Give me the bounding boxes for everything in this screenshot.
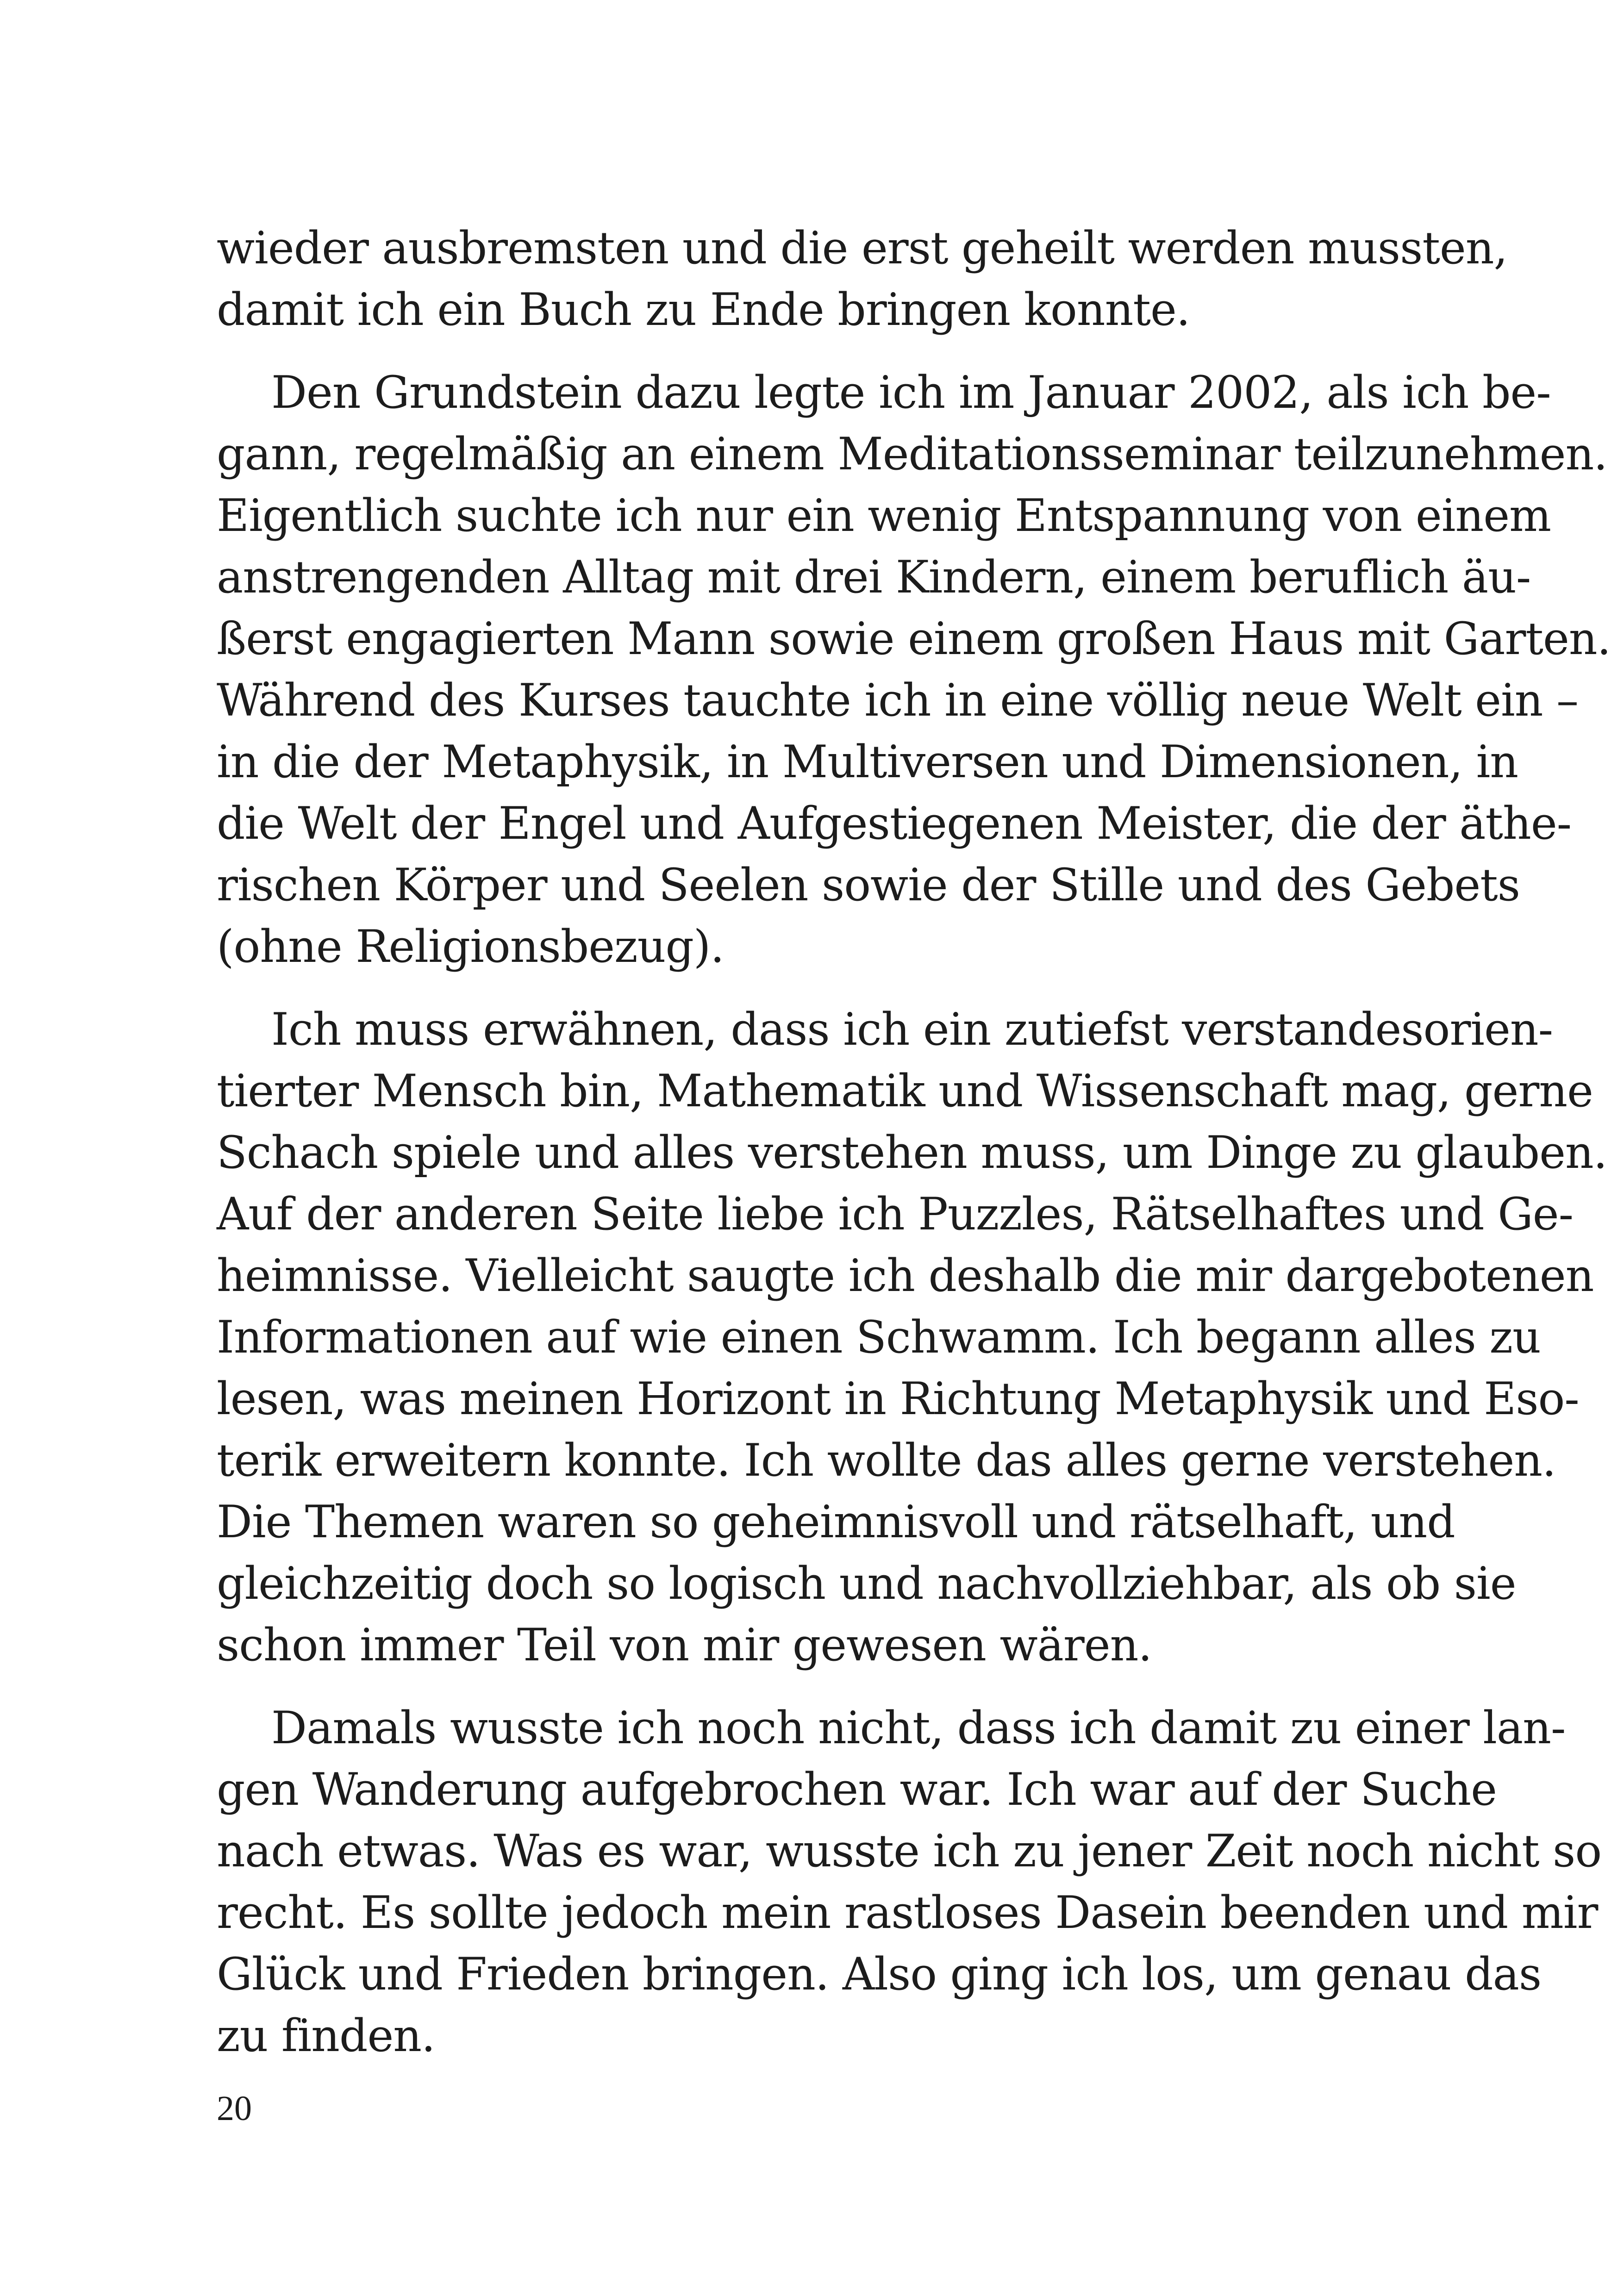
text-line: Ich muss erwähnen, dass ich ein zutiefst verstandesorien- bbox=[271, 1004, 1553, 1055]
text-line: die Welt der Engel und Aufgestiegenen Meister, die der äthe- bbox=[217, 798, 1572, 849]
text-line: heimnisse. Vielleicht saugte ich deshalb die mir dargebotenen bbox=[217, 1250, 1594, 1302]
text-line: wieder ausbremsten und die erst geheilt werden mussten, bbox=[217, 222, 1508, 274]
text-line: nach etwas. Was es war, wusste ich zu jener Zeit noch nicht so bbox=[217, 1825, 1602, 1877]
text-line: schon immer Teil von mir gewesen wären. bbox=[217, 1619, 1152, 1671]
text-line: rischen Körper und Seelen sowie der Stille und des Gebets bbox=[217, 859, 1520, 911]
body-text bbox=[217, 218, 1611, 2067]
text-line: Den Grundstein dazu legte ich im Januar 2002, als ich be- bbox=[271, 367, 1551, 418]
text-line: damit ich ein Buch zu Ende bringen konnte. bbox=[217, 284, 1190, 336]
text-line: Auf der anderen Seite liebe ich Puzzles, Rätselhaftes und Ge- bbox=[217, 1188, 1574, 1240]
text-line: Während des Kurses tauchte ich in eine völlig neue Welt ein – bbox=[217, 674, 1579, 726]
text-line: gen Wanderung aufgebrochen war. Ich war auf der Suche bbox=[217, 1764, 1497, 1815]
text-line: terik erweitern konnte. Ich wollte das alles gerne verstehen. bbox=[217, 1434, 1556, 1486]
text-line: anstrengenden Alltag mit drei Kindern, einem beruflich äu- bbox=[217, 551, 1531, 603]
paragraph bbox=[217, 362, 1611, 978]
page-number: 20 bbox=[217, 2089, 252, 2128]
text-line: recht. Es sollte jedoch mein rastloses Dasein beenden und mir bbox=[217, 1887, 1598, 1939]
text-line: gleichzeitig doch so logisch und nachvollziehbar, als ob sie bbox=[217, 1558, 1516, 1609]
paragraph bbox=[217, 1697, 1602, 2067]
text-line: gann, regelmäßig an einem Meditationsseminar teilzunehmen. bbox=[217, 428, 1607, 480]
text-line: in die der Metaphysik, in Multiversen und Dimensionen, in bbox=[217, 736, 1518, 788]
text-line: lesen, was meinen Horizont in Richtung Metaphysik und Eso- bbox=[217, 1373, 1579, 1425]
text-line: Glück und Frieden bringen. Also ging ich los, um genau das bbox=[217, 1948, 1542, 2000]
paragraph bbox=[217, 999, 1607, 1676]
text-line: Die Themen waren so geheimnisvoll und rätselhaft, und bbox=[217, 1496, 1455, 1548]
text-line: Informationen auf wie einen Schwamm. Ich begann alles zu bbox=[217, 1311, 1541, 1363]
text-line: ßerst engagierten Mann sowie einem großen Haus mit Garten. bbox=[217, 613, 1611, 665]
text-line: (ohne Religionsbezug). bbox=[217, 921, 724, 973]
text-line: tierter Mensch bin, Mathematik und Wissenschaft mag, gerne bbox=[217, 1065, 1593, 1117]
text-line: Damals wusste ich noch nicht, dass ich damit zu einer lan- bbox=[271, 1702, 1566, 1754]
text-line: Schach spiele und alles verstehen muss, um Dinge zu glauben. bbox=[217, 1127, 1607, 1179]
paragraph bbox=[217, 218, 1508, 341]
text-line: zu finden. bbox=[217, 2010, 435, 2062]
text-line: Eigentlich suchte ich nur ein wenig Entspannung von einem bbox=[217, 490, 1551, 542]
